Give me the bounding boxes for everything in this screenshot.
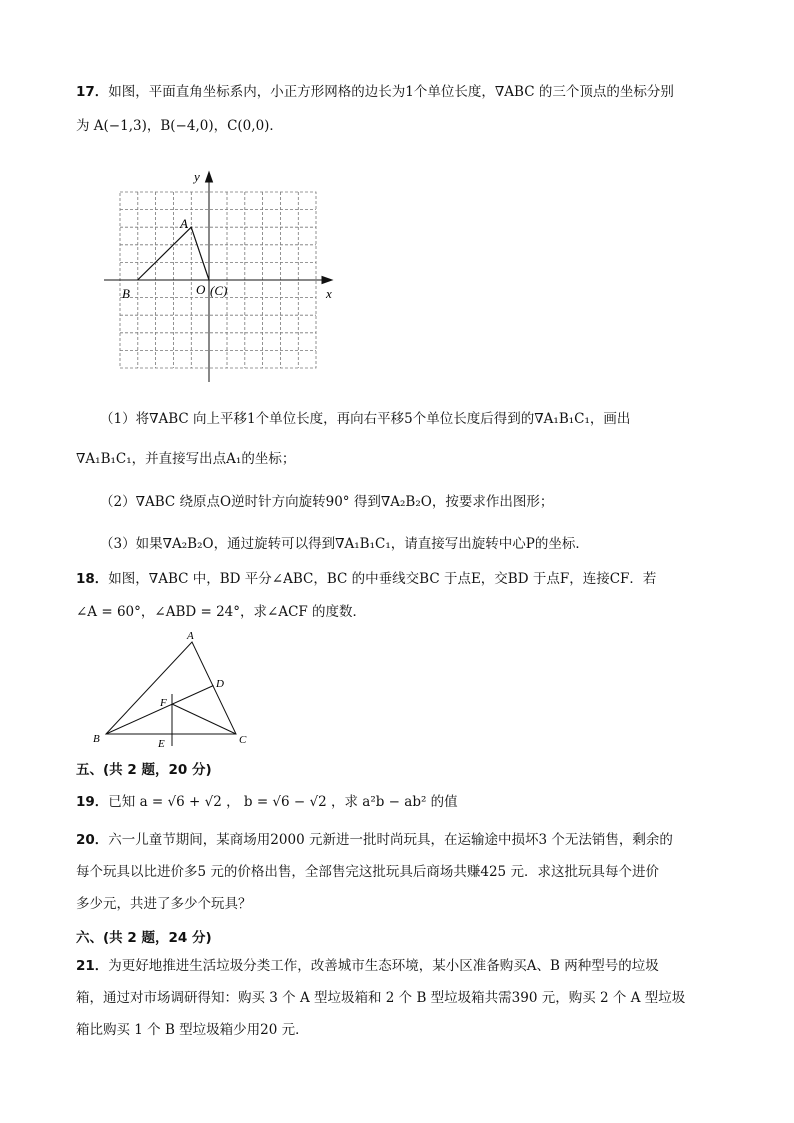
q21-number: 21． <box>76 958 109 974</box>
label-o: O <box>196 282 206 297</box>
label-c: C <box>239 734 247 746</box>
q18-text-1: 如图，∇ABC 中，BD 平分∠ABC，BC 的中垂线交BC 于点E，交BD 于点F，连接CF．若 <box>108 571 657 587</box>
q17-line1 <box>76 76 726 109</box>
y-axis-arrow <box>206 172 213 182</box>
q17-text-1: 如图，平面直角坐标系内，小正方形网格的边长为1个单位长度，∇ABC 的三个顶点的坐标分别 <box>108 84 674 100</box>
q17-coordinate-figure <box>100 168 340 386</box>
q20-line2: 每个玩具以比进价多5 元的价格出售，全部售完这批玩具后商场共赚425 元．求这批玩具每个进价 <box>76 864 659 880</box>
q18-number: 18． <box>76 571 109 587</box>
q18-line2: ∠A = 60°，∠ABD = 24°，求∠ACF 的度数． <box>76 604 367 620</box>
label-x: x <box>326 286 332 301</box>
label-y: y <box>194 169 200 184</box>
label-b: B <box>93 733 100 745</box>
q17-line2: 为 A(−1,3)，B(−4,0)，C(0,0)． <box>76 118 283 134</box>
q17-part2: （2）∇ABC 绕原点O逆时针方向旋转90° 得到∇A₂B₂O，按要求作出图形； <box>100 494 554 510</box>
label-a: A <box>187 630 194 642</box>
section-5-heading: 五、(共 2 题，20 分) <box>76 762 212 778</box>
q17-part1-line1: （1）将∇ABC 向上平移1个单位长度，再向右平移5个单位长度后得到的∇A₁B₁C₁，画出 <box>100 411 631 427</box>
label-d: D <box>216 678 224 690</box>
q19-text: 已知 a = √6 + √2 ， b = √6 − √2 ，求 a²b − ab² 的值 <box>108 794 458 810</box>
label-e: E <box>158 738 165 750</box>
q21-line3: 箱比购买 1 个 B 型垃圾箱少用20 元． <box>76 1022 309 1038</box>
q20-line1 <box>76 824 726 857</box>
q17-part3: （3）如果∇A₂B₂O，通过旋转可以得到∇A₁B₁C₁，请直接写出旋转中心P的坐标． <box>100 536 589 552</box>
q17-part1-line2: ∇A₁B₁C₁，并直接写出点A₁的坐标； <box>76 451 296 467</box>
x-axis-arrow <box>322 277 332 284</box>
segment-bd <box>106 686 214 735</box>
label-c: (C) <box>210 283 228 298</box>
label-b: B <box>122 286 130 301</box>
segment-fc <box>172 704 236 734</box>
section-6-heading: 六、(共 2 题，24 分) <box>76 930 212 946</box>
q18-triangle-figure <box>88 628 258 752</box>
q21-line2: 箱，通过对市场调研得知：购买 3 个 A 型垃圾箱和 2 个 B 型垃圾箱共需390 元，购买 2 个 A 型垃圾 <box>76 990 686 1006</box>
label-f: F <box>160 697 167 709</box>
q19-number: 19． <box>76 794 109 810</box>
q19-line <box>76 786 726 819</box>
q18-line1 <box>76 563 726 596</box>
q17-number: 17． <box>76 84 109 100</box>
q20-line3: 多少元，共进了多少个玩具？ <box>76 896 252 912</box>
q20-text-1: 六一儿童节期间，某商场用2000 元新进一批时尚玩具，在运输途中损坏3 个无法销售，剩余的 <box>108 832 673 848</box>
q21-line1 <box>76 950 726 983</box>
q20-number: 20． <box>76 832 109 848</box>
label-a: A <box>180 216 188 231</box>
q21-text-1: 为更好地推进生活垃圾分类工作，改善城市生态环境，某小区准备购买A、B 两种型号的垃圾 <box>108 958 659 974</box>
